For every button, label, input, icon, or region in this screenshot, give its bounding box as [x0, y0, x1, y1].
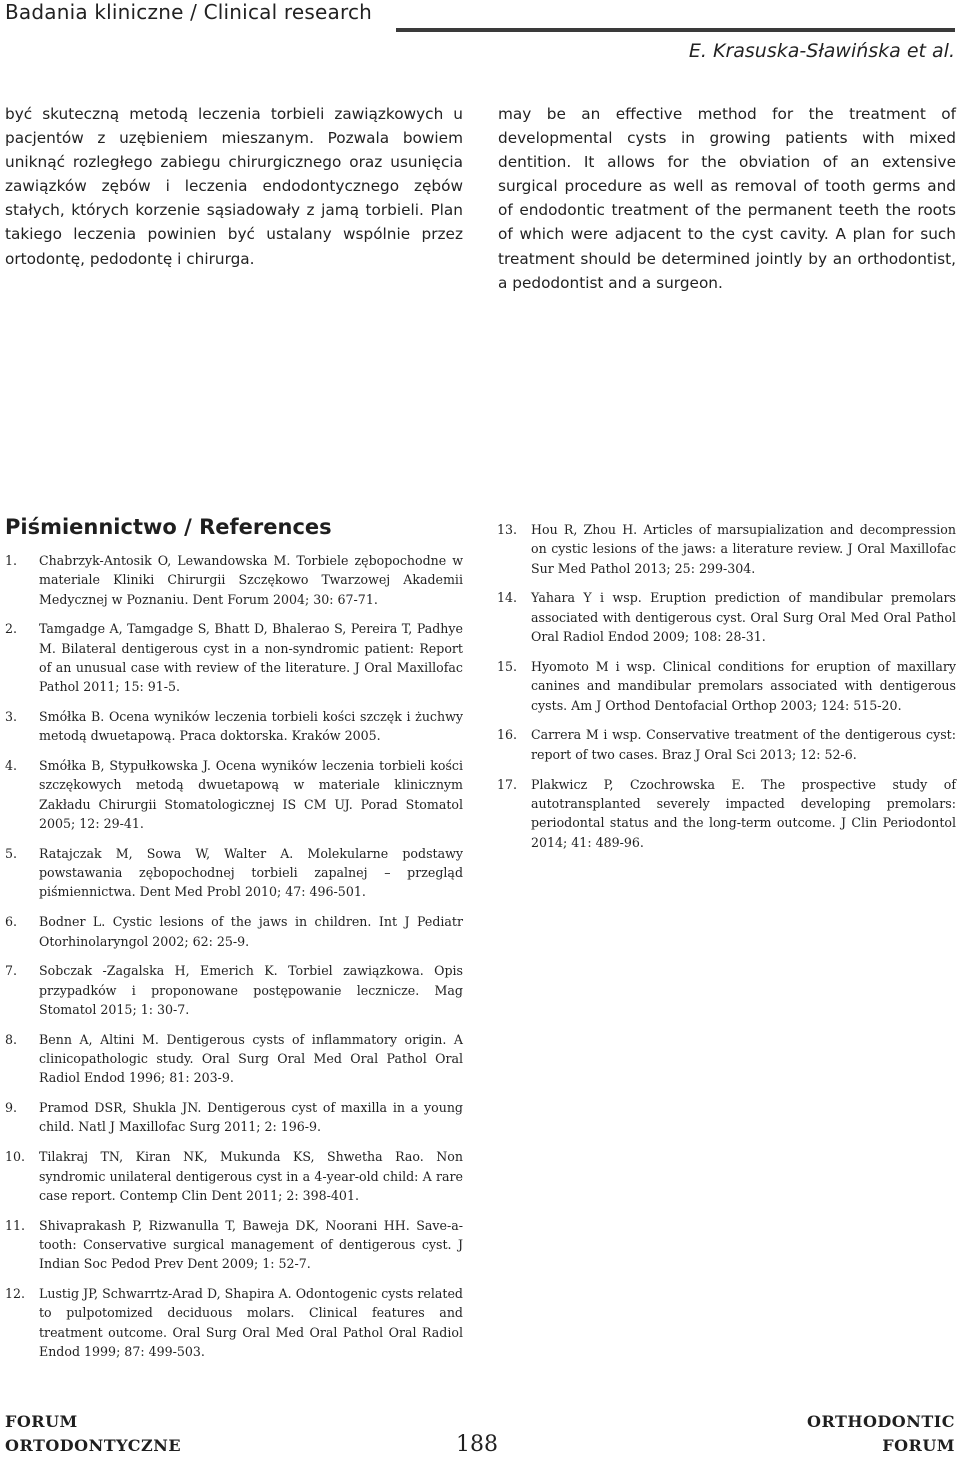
footer-left-line-1: FORUM — [5, 1412, 78, 1431]
reference-text: Tilakraj TN, Kiran NK, Mukunda KS, Shwetha Rao. Non syndromic unilateral dentigerous cyst in a 4-year-old child: A rare case report. Contemp Clin Dent 2011; 2: 398-401. — [39, 1149, 463, 1203]
footer-journal-name-polish — [5, 1410, 181, 1458]
reference-text: Hyomoto M i wsp. Clinical conditions for eruption of maxillary canines and mandibular premolars associated with dentigerous cysts. Am J Orthod Dentofacial Orthop 2003; 124: 515-20. — [531, 658, 956, 713]
reference-number: 10. — [5, 1149, 26, 1165]
reference-text: Benn A, Altini M. Dentigerous cysts of inflammatory origin. A clinicopathologic study. Oral Surg Oral Med Oral Pathol Oral Radiol Endod 1996; 81: 203-9. — [39, 1031, 463, 1086]
reference-number: 7. — [5, 963, 18, 979]
reference-text: Plakwicz P, Czochrowska E. The prospective study of autotransplanted severely impacted developing premolars: periodontal status and the long-term outcome. J Clin Periodontol 2014; 41: 489-96. — [531, 776, 956, 850]
reference-item — [497, 725, 956, 764]
reference-item — [5, 707, 463, 746]
reference-text: Tamgadge A, Tamgadge S, Bhatt D, Bhalerao S, Pereira T, Padhye M. Bilateral dentigerous cyst in a non-syndromic patient: Report of an unusual case with review of the literature. J Oral Maxillofac Pathol 2011; 15: 91-5. — [39, 621, 463, 695]
reference-text: Yahara Y i wsp. Eruption prediction of mandibular premolars associated with dentigerous cyst. Oral Surg Oral Med Oral Pathol Oral Radiol Endod 2009; 108: 28-31. — [531, 590, 956, 645]
reference-number: 16. — [497, 727, 518, 743]
reference-list-left — [5, 551, 463, 1372]
reference-text: Smółka B, Stypułkowska J. Ocena wyników leczenia torbieli kości szczękowych metodą dwuetapową w materiale klinicznym Zakładu Chirurgii Stomatologicznej IS CM UJ. Porad Stomatol 2005; 12: 29-41. — [39, 758, 463, 832]
reference-item — [497, 657, 956, 715]
reference-item — [497, 775, 956, 852]
reference-text: Hou R, Zhou H. Articles of marsupialization and decompression on cystic lesions of the jaws: a literature review. J Oral Maxillofac Sur Med Pathol 2013; 25: 299-304. — [531, 522, 956, 576]
abstract-polish: być skuteczną metodą leczenia torbieli zawiązkowych u pacjentów z uzębieniem mieszanym. Pozwala bowiem uniknąć rozległego zabiegu chirurgicznego oraz usunięcia zawiązków zębów i leczenia endodontycznego zębów stałych, których korzenie sąsiadowały z jamą torbieli. Plan takiego leczenia powinien być ustalany wspólnie przez ortodontę, pedodontę i chirurga. — [5, 105, 463, 268]
reference-number: 11. — [5, 1217, 26, 1233]
reference-item — [5, 912, 463, 951]
reference-text: Shivaprakash P, Rizwanulla T, Baweja DK, Noorani HH. Save-a-tooth: Conservative surgical management of dentigerous cyst. J Indian Soc Pedod Prev Dent 2009; 1: 52-7. — [39, 1217, 463, 1272]
reference-number: 4. — [5, 758, 18, 774]
running-header-title: Badania kliniczne / Clinical research — [5, 0, 373, 24]
reference-text: Bodner L. Cystic lesions of the jaws in children. Int J Pediatr Otorhinolaryngol 2002; 62: 25-9. — [39, 914, 463, 949]
reference-item — [497, 520, 956, 578]
reference-list-right — [497, 520, 956, 862]
reference-item — [5, 1030, 463, 1088]
reference-item — [5, 619, 463, 696]
reference-text: Lustig JP, Schwarrtz-Arad D, Shapira A. Odontogenic cysts related to pulpotomized deciduous molars. Clinical features and treatment outcome. Oral Surg Oral Med Oral Pathol Oral Radiol Endod 1999; 87: 499-503. — [39, 1286, 463, 1359]
reference-text: Chabrzyk-Antosik O, Lewandowska M. Torbiele zębopochodne w materiale Kliniki Chirurgii Szczękowo Twarzowej Akademii Medycznej w Poznaniu. Dent Forum 2004; 30: 67-71. — [39, 553, 463, 607]
reference-item — [497, 588, 956, 646]
reference-number: 6. — [5, 914, 18, 930]
reference-item — [5, 1098, 463, 1137]
footer-journal-name-english — [807, 1410, 955, 1458]
reference-number: 2. — [5, 621, 18, 637]
reference-text: Smółka B. Ocena wyników leczenia torbieli kości szczęk i żuchwy metodą dwuetapową. Praca doktorska. Kraków 2005. — [39, 709, 463, 744]
reference-number: 1. — [5, 553, 18, 568]
reference-item — [5, 961, 463, 1019]
page-number: 188 — [456, 1432, 498, 1457]
reference-number: 12. — [5, 1286, 26, 1301]
references-heading: Piśmiennictwo / References — [5, 515, 332, 539]
reference-number: 15. — [497, 658, 518, 674]
reference-item — [5, 1147, 463, 1205]
reference-text: Carrera M i wsp. Conservative treatment of the dentigerous cyst: report of two cases. Braz J Oral Sci 2013; 12: 52-6. — [531, 727, 956, 762]
reference-item — [5, 1284, 463, 1361]
reference-number: 8. — [5, 1031, 18, 1047]
header-rule — [396, 28, 955, 32]
reference-text: Pramod DSR, Shukla JN. Dentigerous cyst of maxilla in a young child. Natl J Maxillofac Surg 2011; 2: 196-9. — [39, 1100, 463, 1135]
reference-number: 3. — [5, 709, 18, 725]
reference-item — [5, 1216, 463, 1274]
reference-number: 13. — [497, 522, 518, 537]
reference-number: 5. — [5, 845, 18, 861]
reference-number: 14. — [497, 590, 518, 606]
abstract-english: may be an effective method for the treatment of developmental cysts in growing patients with mixed dentition. It allows for the obviation of an extensive surgical procedure as well as removal of tooth germs and of endodontic treatment of the permanent teeth the roots of which were adjacent to the cyst cavity. A plan for such treatment should be determined jointly by an orthodontist, a pedodontist and a surgeon. — [498, 105, 956, 292]
footer-right-line-2: FORUM — [882, 1436, 955, 1455]
footer-left-line-2: ORTODONTYCZNE — [5, 1436, 182, 1455]
reference-text: Ratajczak M, Sowa W, Walter A. Molekularne podstawy powstawania zębopochodnej torbieli zapalnej – przegląd piśmiennictwa. Dent Med Probl 2010; 47: 496-501. — [39, 845, 463, 900]
reference-item — [5, 844, 463, 902]
running-header-authors: E. Krasuska-Sławińska et al. — [688, 40, 955, 62]
reference-number: 9. — [5, 1100, 18, 1116]
footer-right-line-1: ORTHODONTIC — [807, 1412, 955, 1431]
reference-number: 17. — [497, 776, 518, 792]
reference-item — [5, 551, 463, 609]
reference-text: Sobczak -Zagalska H, Emerich K. Torbiel zawiązkowa. Opis przypadków i proponowane postępowanie lecznicze. Mag Stomatol 2015; 1: 30-7. — [39, 963, 463, 1017]
reference-item — [5, 756, 463, 833]
